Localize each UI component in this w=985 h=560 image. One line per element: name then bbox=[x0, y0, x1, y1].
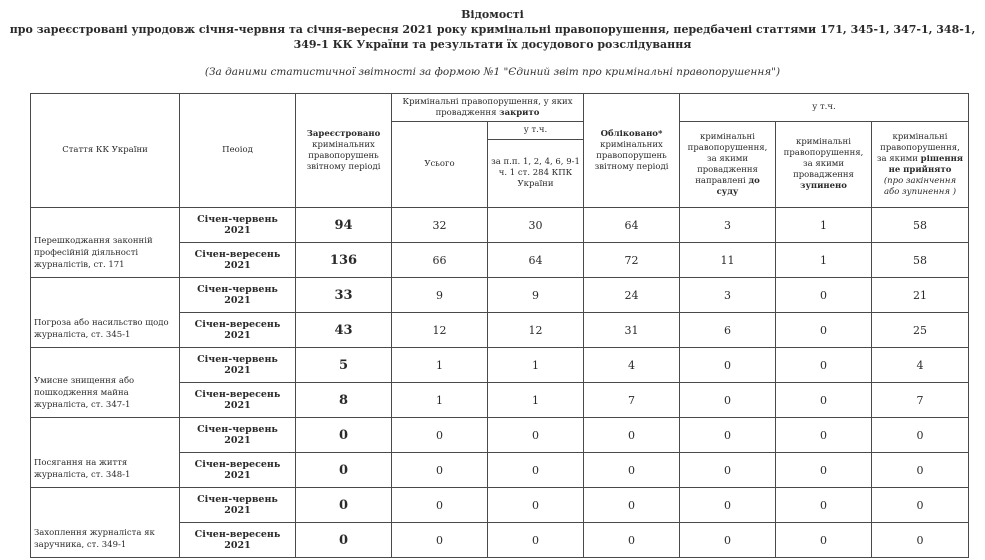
document-title: Відомості bbox=[461, 8, 524, 21]
no-decision-cell: 21 bbox=[872, 278, 969, 313]
accounted-cell: 24 bbox=[584, 278, 680, 313]
closed-reasons-cell: 1 bbox=[488, 348, 584, 383]
period-cell: Січен-червень 2021 bbox=[180, 278, 296, 313]
suspended-cell: 0 bbox=[776, 348, 872, 383]
closed-total-cell: 0 bbox=[392, 418, 488, 453]
closed-reasons-cell: 12 bbox=[488, 313, 584, 348]
col-header-closed-reasons: за п.п. 1, 2, 4, 6, 9-1 ч. 1 ст. 284 КПК України bbox=[488, 140, 584, 208]
table-body bbox=[31, 94, 969, 558]
no-decision-cell: 7 bbox=[872, 383, 969, 418]
no-decision-cell: 25 bbox=[872, 313, 969, 348]
suspended-cell: 0 bbox=[776, 313, 872, 348]
registered-cell: 43 bbox=[296, 313, 392, 348]
accounted-cell: 0 bbox=[584, 488, 680, 523]
closed-group-text: Кримінальні правопорушення, у яких провадження bbox=[402, 96, 573, 118]
period-cell: Січен-червень 2021 bbox=[180, 348, 296, 383]
article-title: Умисне знищення або пошкодження майна журналіста, ст. 347-1 bbox=[31, 348, 180, 418]
closed-total-cell: 0 bbox=[392, 453, 488, 488]
accounted-cell: 64 bbox=[584, 208, 680, 243]
no-decision-cell: 0 bbox=[872, 418, 969, 453]
no-decision-cell: 0 bbox=[872, 488, 969, 523]
to-court-cell: 0 bbox=[680, 418, 776, 453]
suspended-cell: 0 bbox=[776, 488, 872, 523]
col-header-closed-group bbox=[392, 94, 584, 122]
period-cell: Січен-червень 2021 bbox=[180, 418, 296, 453]
to-court-cell: 3 bbox=[680, 278, 776, 313]
to-court-cell: 0 bbox=[680, 488, 776, 523]
subtitle-line-2: 349-1 КК України та результати їх досудового розслідування bbox=[293, 38, 692, 51]
to-court-cell: 6 bbox=[680, 313, 776, 348]
closed-total-cell: 1 bbox=[392, 383, 488, 418]
table-row bbox=[31, 418, 969, 453]
accounted-rest: кримінальних правопорушень звітному періоді bbox=[594, 139, 669, 172]
period-cell: Січен-вересень 2021 bbox=[180, 383, 296, 418]
suspended-bold: зупинено bbox=[800, 181, 847, 191]
closed-total-cell: 0 bbox=[392, 523, 488, 558]
closed-reasons-cell: 0 bbox=[488, 488, 584, 523]
col-header-closed-total: Усього bbox=[392, 122, 488, 208]
to-court-cell: 0 bbox=[680, 523, 776, 558]
accounted-cell: 0 bbox=[584, 418, 680, 453]
closed-total-cell: 9 bbox=[392, 278, 488, 313]
col-header-registered bbox=[296, 94, 392, 208]
registered-cell: 8 bbox=[296, 383, 392, 418]
closed-total-cell: 1 bbox=[392, 348, 488, 383]
no-decision-cell: 0 bbox=[872, 523, 969, 558]
accounted-cell: 7 bbox=[584, 383, 680, 418]
col-header-to-court bbox=[680, 122, 776, 208]
source-note: (За даними статистичної звітності за формою №1 "Єдиний звіт про кримінальні правопорушення") bbox=[204, 66, 781, 78]
to-court-cell: 0 bbox=[680, 383, 776, 418]
registered-cell: 33 bbox=[296, 278, 392, 313]
registered-rest: кримінальних правопорушень звітному періоді bbox=[306, 139, 381, 172]
closed-reasons-cell: 30 bbox=[488, 208, 584, 243]
suspended-cell: 0 bbox=[776, 453, 872, 488]
accounted-cell: 0 bbox=[584, 523, 680, 558]
col-header-accounted bbox=[584, 94, 680, 208]
registered-cell: 0 bbox=[296, 488, 392, 523]
to-court-bold: до суду bbox=[716, 175, 760, 197]
closed-reasons-cell: 0 bbox=[488, 523, 584, 558]
no-decision-cell: 0 bbox=[872, 453, 969, 488]
closed-reasons-cell: 0 bbox=[488, 453, 584, 488]
closed-group-bold: закрито bbox=[499, 107, 540, 118]
table-row bbox=[31, 208, 969, 243]
to-court-cell: 3 bbox=[680, 208, 776, 243]
accounted-cell: 0 bbox=[584, 453, 680, 488]
registered-cell: 94 bbox=[296, 208, 392, 243]
col-header-of-which: у т.ч. bbox=[680, 94, 969, 122]
closed-reasons-cell: 64 bbox=[488, 243, 584, 278]
registered-cell: 0 bbox=[296, 418, 392, 453]
suspended-cell: 0 bbox=[776, 523, 872, 558]
no-decision-cell: 58 bbox=[872, 208, 969, 243]
subtitle-line-1: про зареєстровані упродовж січня-червня та січня-вересня 2021 року кримінальні правопорушення, передбачені статтями 171, 345-1, 347-1, 348-1, bbox=[9, 23, 976, 36]
to-court-cell: 0 bbox=[680, 348, 776, 383]
header-row-1 bbox=[31, 94, 969, 122]
col-header-article: Стаття КК України bbox=[31, 94, 180, 208]
to-court-cell: 0 bbox=[680, 453, 776, 488]
statistics-table bbox=[30, 93, 969, 558]
article-title: Погроза або насильство щодо журналіста, ст. 345-1 bbox=[31, 278, 180, 348]
period-cell: Січен-вересень 2021 bbox=[180, 453, 296, 488]
article-title: Посягання на життя журналіста, ст. 348-1 bbox=[31, 418, 180, 488]
col-header-closed-incl: у т.ч. bbox=[488, 122, 584, 140]
accounted-cell: 31 bbox=[584, 313, 680, 348]
suspended-cell: 1 bbox=[776, 208, 872, 243]
closed-total-cell: 0 bbox=[392, 488, 488, 523]
to-court-text: кримінальні правопорушення, за якими провадження направлені bbox=[687, 131, 768, 186]
no-decision-bold: рішення не прийнято bbox=[888, 153, 964, 175]
closed-total-cell: 66 bbox=[392, 243, 488, 278]
period-cell: Січен-вересень 2021 bbox=[180, 243, 296, 278]
table-row bbox=[31, 278, 969, 313]
suspended-cell: 0 bbox=[776, 278, 872, 313]
no-decision-note: (про закінчення або зупинення ) bbox=[883, 175, 957, 197]
no-decision-cell: 58 bbox=[872, 243, 969, 278]
closed-reasons-cell: 9 bbox=[488, 278, 584, 313]
document-subtitle bbox=[0, 22, 985, 52]
article-title: Захоплення журналіста як заручника, ст. 349-1 bbox=[31, 488, 180, 558]
registered-lead: Зареєстровано bbox=[306, 128, 381, 139]
period-cell: Січен-червень 2021 bbox=[180, 208, 296, 243]
accounted-cell: 4 bbox=[584, 348, 680, 383]
suspended-cell: 0 bbox=[776, 418, 872, 453]
accounted-cell: 72 bbox=[584, 243, 680, 278]
period-cell: Січен-вересень 2021 bbox=[180, 523, 296, 558]
registered-cell: 5 bbox=[296, 348, 392, 383]
closed-reasons-cell: 1 bbox=[488, 383, 584, 418]
table-row bbox=[31, 488, 969, 523]
closed-total-cell: 32 bbox=[392, 208, 488, 243]
suspended-cell: 0 bbox=[776, 383, 872, 418]
no-decision-text: кримінальні правопорушення, за якими bbox=[876, 131, 960, 164]
closed-reasons-cell: 0 bbox=[488, 418, 584, 453]
article-title: Перешкоджання законній професійній діяльності журналістів, ст. 171 bbox=[31, 208, 180, 278]
col-header-no-decision bbox=[872, 122, 969, 208]
registered-cell: 0 bbox=[296, 523, 392, 558]
registered-cell: 136 bbox=[296, 243, 392, 278]
registered-cell: 0 bbox=[296, 453, 392, 488]
table-row bbox=[31, 348, 969, 383]
suspended-cell: 1 bbox=[776, 243, 872, 278]
suspended-text: кримінальні правопорушення, за якими провадження bbox=[783, 137, 864, 180]
period-cell: Січен-червень 2021 bbox=[180, 488, 296, 523]
to-court-cell: 11 bbox=[680, 243, 776, 278]
col-header-suspended bbox=[776, 122, 872, 208]
col-header-period: Пеоіод bbox=[180, 94, 296, 208]
no-decision-cell: 4 bbox=[872, 348, 969, 383]
closed-total-cell: 12 bbox=[392, 313, 488, 348]
period-cell: Січен-вересень 2021 bbox=[180, 313, 296, 348]
accounted-lead: Обліковано* bbox=[600, 128, 663, 139]
